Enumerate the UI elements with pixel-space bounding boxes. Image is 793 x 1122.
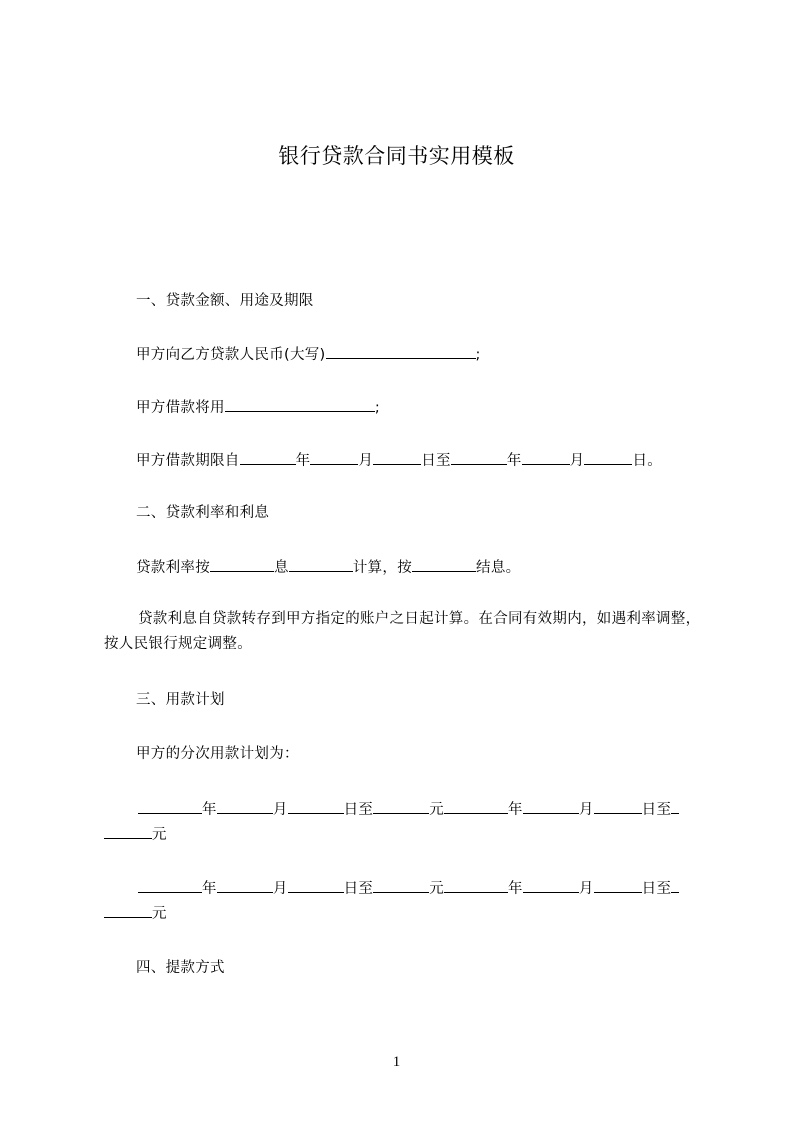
term-end-month-blank[interactable] xyxy=(522,449,570,465)
term-day-to-label: 日至 xyxy=(421,453,451,469)
plan2-amount-b-blank[interactable] xyxy=(104,902,152,918)
rate-label: 贷款利率按 xyxy=(136,560,210,576)
term-year-label: 年 xyxy=(295,453,311,469)
term-end-label: 日。 xyxy=(632,453,663,469)
term-month-label: 月 xyxy=(358,453,374,469)
plan2-yuan-end-label: 元 xyxy=(152,906,167,922)
loan-amount-suffix: ; xyxy=(475,347,481,363)
plan2-day-to-b-label: 日至 xyxy=(641,881,672,897)
plan2-day-b-blank[interactable] xyxy=(594,877,642,893)
term-month2-label: 月 xyxy=(569,453,585,469)
plan1-amount-blank[interactable] xyxy=(373,798,429,814)
rate-settle-label: 结息。 xyxy=(476,560,521,576)
section-heading-2: 二、贷款利率和利息 xyxy=(136,505,270,521)
rate-type-blank[interactable] xyxy=(210,556,274,572)
plan2-year-label: 年 xyxy=(202,881,217,897)
rate-calc-label: 计算，按 xyxy=(352,560,413,576)
plan-row-2-line-b xyxy=(104,902,167,925)
interest-paragraph: 贷款利息自贷款转存到甲方指定的账户之日起计算。在合同有效期内，如遇利率调整，按人民银行规定调整。 xyxy=(104,611,701,652)
plan1-month-b-blank[interactable] xyxy=(523,798,579,814)
plan1-day-to-b-label: 日至 xyxy=(641,802,672,818)
plan1-year-label: 年 xyxy=(202,802,217,818)
plan1-year-b-blank[interactable] xyxy=(444,798,508,814)
loan-term-label: 甲方借款期限自 xyxy=(136,453,240,469)
plan2-yuan-label: 元 xyxy=(429,881,445,897)
term-start-day-blank[interactable] xyxy=(373,449,421,465)
term-start-year-blank[interactable] xyxy=(240,449,296,465)
plan-row-1-line-a xyxy=(138,798,679,821)
term-year2-label: 年 xyxy=(506,453,522,469)
term-start-month-blank[interactable] xyxy=(310,449,358,465)
plan1-month-blank[interactable] xyxy=(217,798,273,814)
section-heading-3: 三、用款计划 xyxy=(136,692,225,708)
plan1-month-label: 月 xyxy=(272,802,288,818)
plan-row-1-line-b xyxy=(104,823,167,846)
plan1-day-to-label: 日至 xyxy=(343,802,374,818)
plan1-yuan-label: 元 xyxy=(429,802,445,818)
plan2-month-b-label: 月 xyxy=(578,881,594,897)
plan1-month-b-label: 月 xyxy=(578,802,594,818)
loan-purpose-suffix: ; xyxy=(374,400,380,416)
page-number: 1 xyxy=(392,1054,401,1070)
plan1-trailing-blank[interactable] xyxy=(671,798,679,814)
plan-row-2-line-a xyxy=(138,877,679,900)
plan2-month-b-blank[interactable] xyxy=(523,877,579,893)
page-title: 银行贷款合同书实用模板 xyxy=(278,144,515,168)
loan-amount-blank[interactable] xyxy=(326,343,476,359)
loan-amount-line xyxy=(136,343,481,366)
section-heading-4: 四、提款方式 xyxy=(136,960,225,976)
settle-period-blank[interactable] xyxy=(412,556,476,572)
rate-xi-label: 息 xyxy=(274,560,289,576)
section-heading-1: 一、贷款金额、用途及期限 xyxy=(136,293,314,309)
plan1-amount-b-blank[interactable] xyxy=(104,823,152,839)
interest-rate-line xyxy=(136,556,520,579)
plan2-month-label: 月 xyxy=(272,881,288,897)
plan2-day-to-label: 日至 xyxy=(343,881,374,897)
plan2-month-blank[interactable] xyxy=(217,877,273,893)
loan-purpose-line xyxy=(136,396,380,419)
loan-term-line xyxy=(136,449,662,472)
plan1-day-b-blank[interactable] xyxy=(594,798,642,814)
rate-value-blank[interactable] xyxy=(289,556,353,572)
term-end-year-blank[interactable] xyxy=(451,449,507,465)
plan-intro: 甲方的分次用款计划为： xyxy=(136,746,299,762)
plan2-year-b-blank[interactable] xyxy=(444,877,508,893)
plan1-year-blank[interactable] xyxy=(138,798,202,814)
plan2-trailing-blank[interactable] xyxy=(671,877,679,893)
plan2-year-b-label: 年 xyxy=(508,881,523,897)
loan-amount-label: 甲方向乙方贷款人民币(大写) xyxy=(136,347,326,363)
plan1-yuan-end-label: 元 xyxy=(152,827,167,843)
plan1-day-blank[interactable] xyxy=(288,798,344,814)
loan-purpose-label: 甲方借款将用 xyxy=(136,400,225,416)
term-end-day-blank[interactable] xyxy=(584,449,632,465)
plan1-year-b-label: 年 xyxy=(508,802,523,818)
plan2-amount-blank[interactable] xyxy=(373,877,429,893)
loan-purpose-blank[interactable] xyxy=(225,396,375,412)
plan2-day-blank[interactable] xyxy=(288,877,344,893)
plan2-year-blank[interactable] xyxy=(138,877,202,893)
